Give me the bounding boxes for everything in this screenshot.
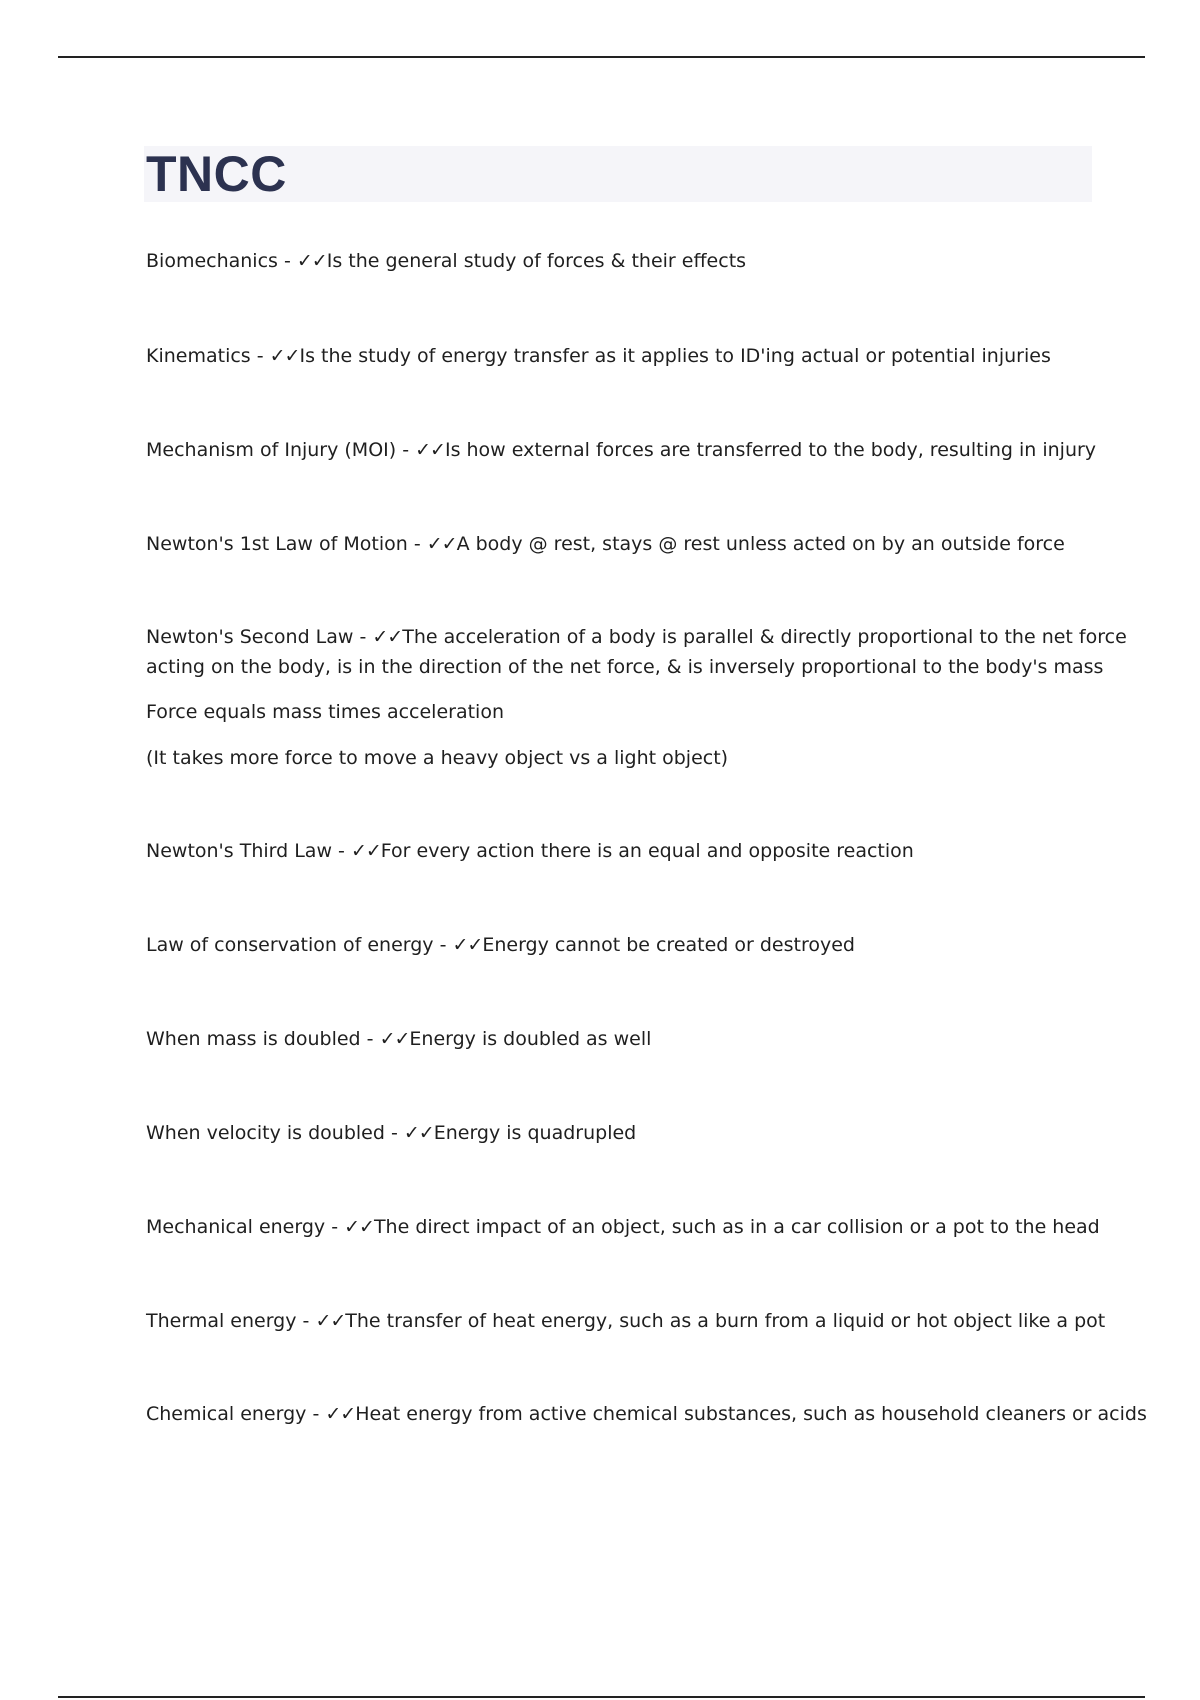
entry-term: Thermal energy — [146, 1310, 297, 1332]
list-item: Thermal energy - ✓✓The transfer of heat energy, such as a burn from a liquid or hot object like a pot — [146, 1310, 1106, 1332]
entry-definition-continued: acting on the body, is in the direction of the net force, & is inversely proportional to the body's mass — [146, 656, 1104, 678]
list-item: Chemical energy - ✓✓Heat energy from active chemical substances, such as household cleaners or acids — [146, 1403, 1147, 1425]
entry-term: Chemical energy — [146, 1403, 307, 1425]
entry-note: Force equals mass times acceleration — [146, 701, 504, 723]
list-item: Newton's 1st Law of Motion - ✓✓A body @ rest, stays @ rest unless acted on by an outside force — [146, 533, 1065, 555]
entry-note: (It takes more force to move a heavy object vs a light object) — [146, 747, 729, 769]
list-item: Mechanical energy - ✓✓The direct impact of an object, such as in a car collision or a pot to the head — [146, 1216, 1100, 1238]
entry-definition: Is the study of energy transfer as it applies to ID'ing actual or potential injuries — [299, 345, 1051, 367]
entry-definition: The transfer of heat energy, such as a burn from a liquid or hot object like a pot — [345, 1310, 1106, 1332]
check-icon: ✓✓ — [269, 345, 300, 367]
check-icon: ✓✓ — [315, 1310, 346, 1332]
entry-term: When mass is doubled — [146, 1028, 361, 1050]
entry-definition: The acceleration of a body is parallel & directly proportional to the net force — [402, 626, 1127, 648]
top-divider — [58, 56, 1145, 58]
entry-definition: The direct impact of an object, such as in a car collision or a pot to the head — [373, 1216, 1100, 1238]
bottom-divider — [58, 1696, 1145, 1698]
check-icon: ✓✓ — [415, 439, 445, 461]
entry-term: Newton's 1st Law of Motion — [146, 533, 408, 555]
entry-term: Newton's Third Law — [146, 840, 332, 862]
check-icon: ✓✓ — [452, 934, 483, 956]
entry-term: Mechanism of Injury (MOI) — [146, 439, 397, 461]
page-title: TNCC — [146, 146, 287, 202]
list-item: Kinematics - ✓✓Is the study of energy transfer as it applies to ID'ing actual or potential injuries — [146, 345, 1051, 367]
entry-definition: Energy is quadrupled — [433, 1122, 637, 1144]
entry-term: Newton's Second Law — [146, 626, 354, 648]
entry-term: Law of conservation of energy — [146, 934, 434, 956]
entry-term: Mechanical energy — [146, 1216, 326, 1238]
list-item: Law of conservation of energy - ✓✓Energy cannot be created or destroyed — [146, 934, 855, 956]
list-item: Newton's Second Law - ✓✓The acceleration of a body is parallel & directly proportional to the net force acting on the body, is in the direction of the net force, & is inversely proportional to the body's mass Force equals mass times acceleration (It takes more force to move a heavy object vs a light object) — [146, 622, 1096, 773]
check-icon: ✓✓ — [344, 1216, 374, 1238]
entry-term: Biomechanics — [146, 250, 278, 272]
entry-definition: Is how external forces are transferred to the body, resulting in injury — [444, 439, 1097, 461]
entry-definition: Energy is doubled as well — [409, 1028, 652, 1050]
list-item: When mass is doubled - ✓✓Energy is doubled as well — [146, 1028, 652, 1050]
list-item: Mechanism of Injury (MOI) - ✓✓Is how external forces are transferred to the body, resulting in injury — [146, 439, 1097, 461]
check-icon: ✓✓ — [403, 1122, 434, 1144]
check-icon: ✓✓ — [325, 1403, 356, 1425]
check-icon: ✓✓ — [379, 1028, 410, 1050]
entry-term: Kinematics — [146, 345, 251, 367]
list-item: Newton's Third Law - ✓✓For every action there is an equal and opposite reaction — [146, 840, 914, 862]
entry-definition: Energy cannot be created or destroyed — [482, 934, 855, 956]
entry-definition: Heat energy from active chemical substances, such as household cleaners or acids — [355, 1403, 1147, 1425]
check-icon: ✓✓ — [350, 840, 381, 862]
list-item: When velocity is doubled - ✓✓Energy is quadrupled — [146, 1122, 637, 1144]
list-item: Biomechanics - ✓✓Is the general study of forces & their effects — [146, 250, 747, 272]
entry-definition: For every action there is an equal and opposite reaction — [380, 840, 914, 862]
check-icon: ✓✓ — [426, 533, 457, 555]
check-icon: ✓✓ — [296, 250, 327, 272]
entry-definition: A body @ rest, stays @ rest unless acted on by an outside force — [456, 533, 1065, 555]
entry-definition: Is the general study of forces & their effects — [326, 250, 747, 272]
entry-term: When velocity is doubled — [146, 1122, 385, 1144]
check-icon: ✓✓ — [372, 626, 403, 648]
